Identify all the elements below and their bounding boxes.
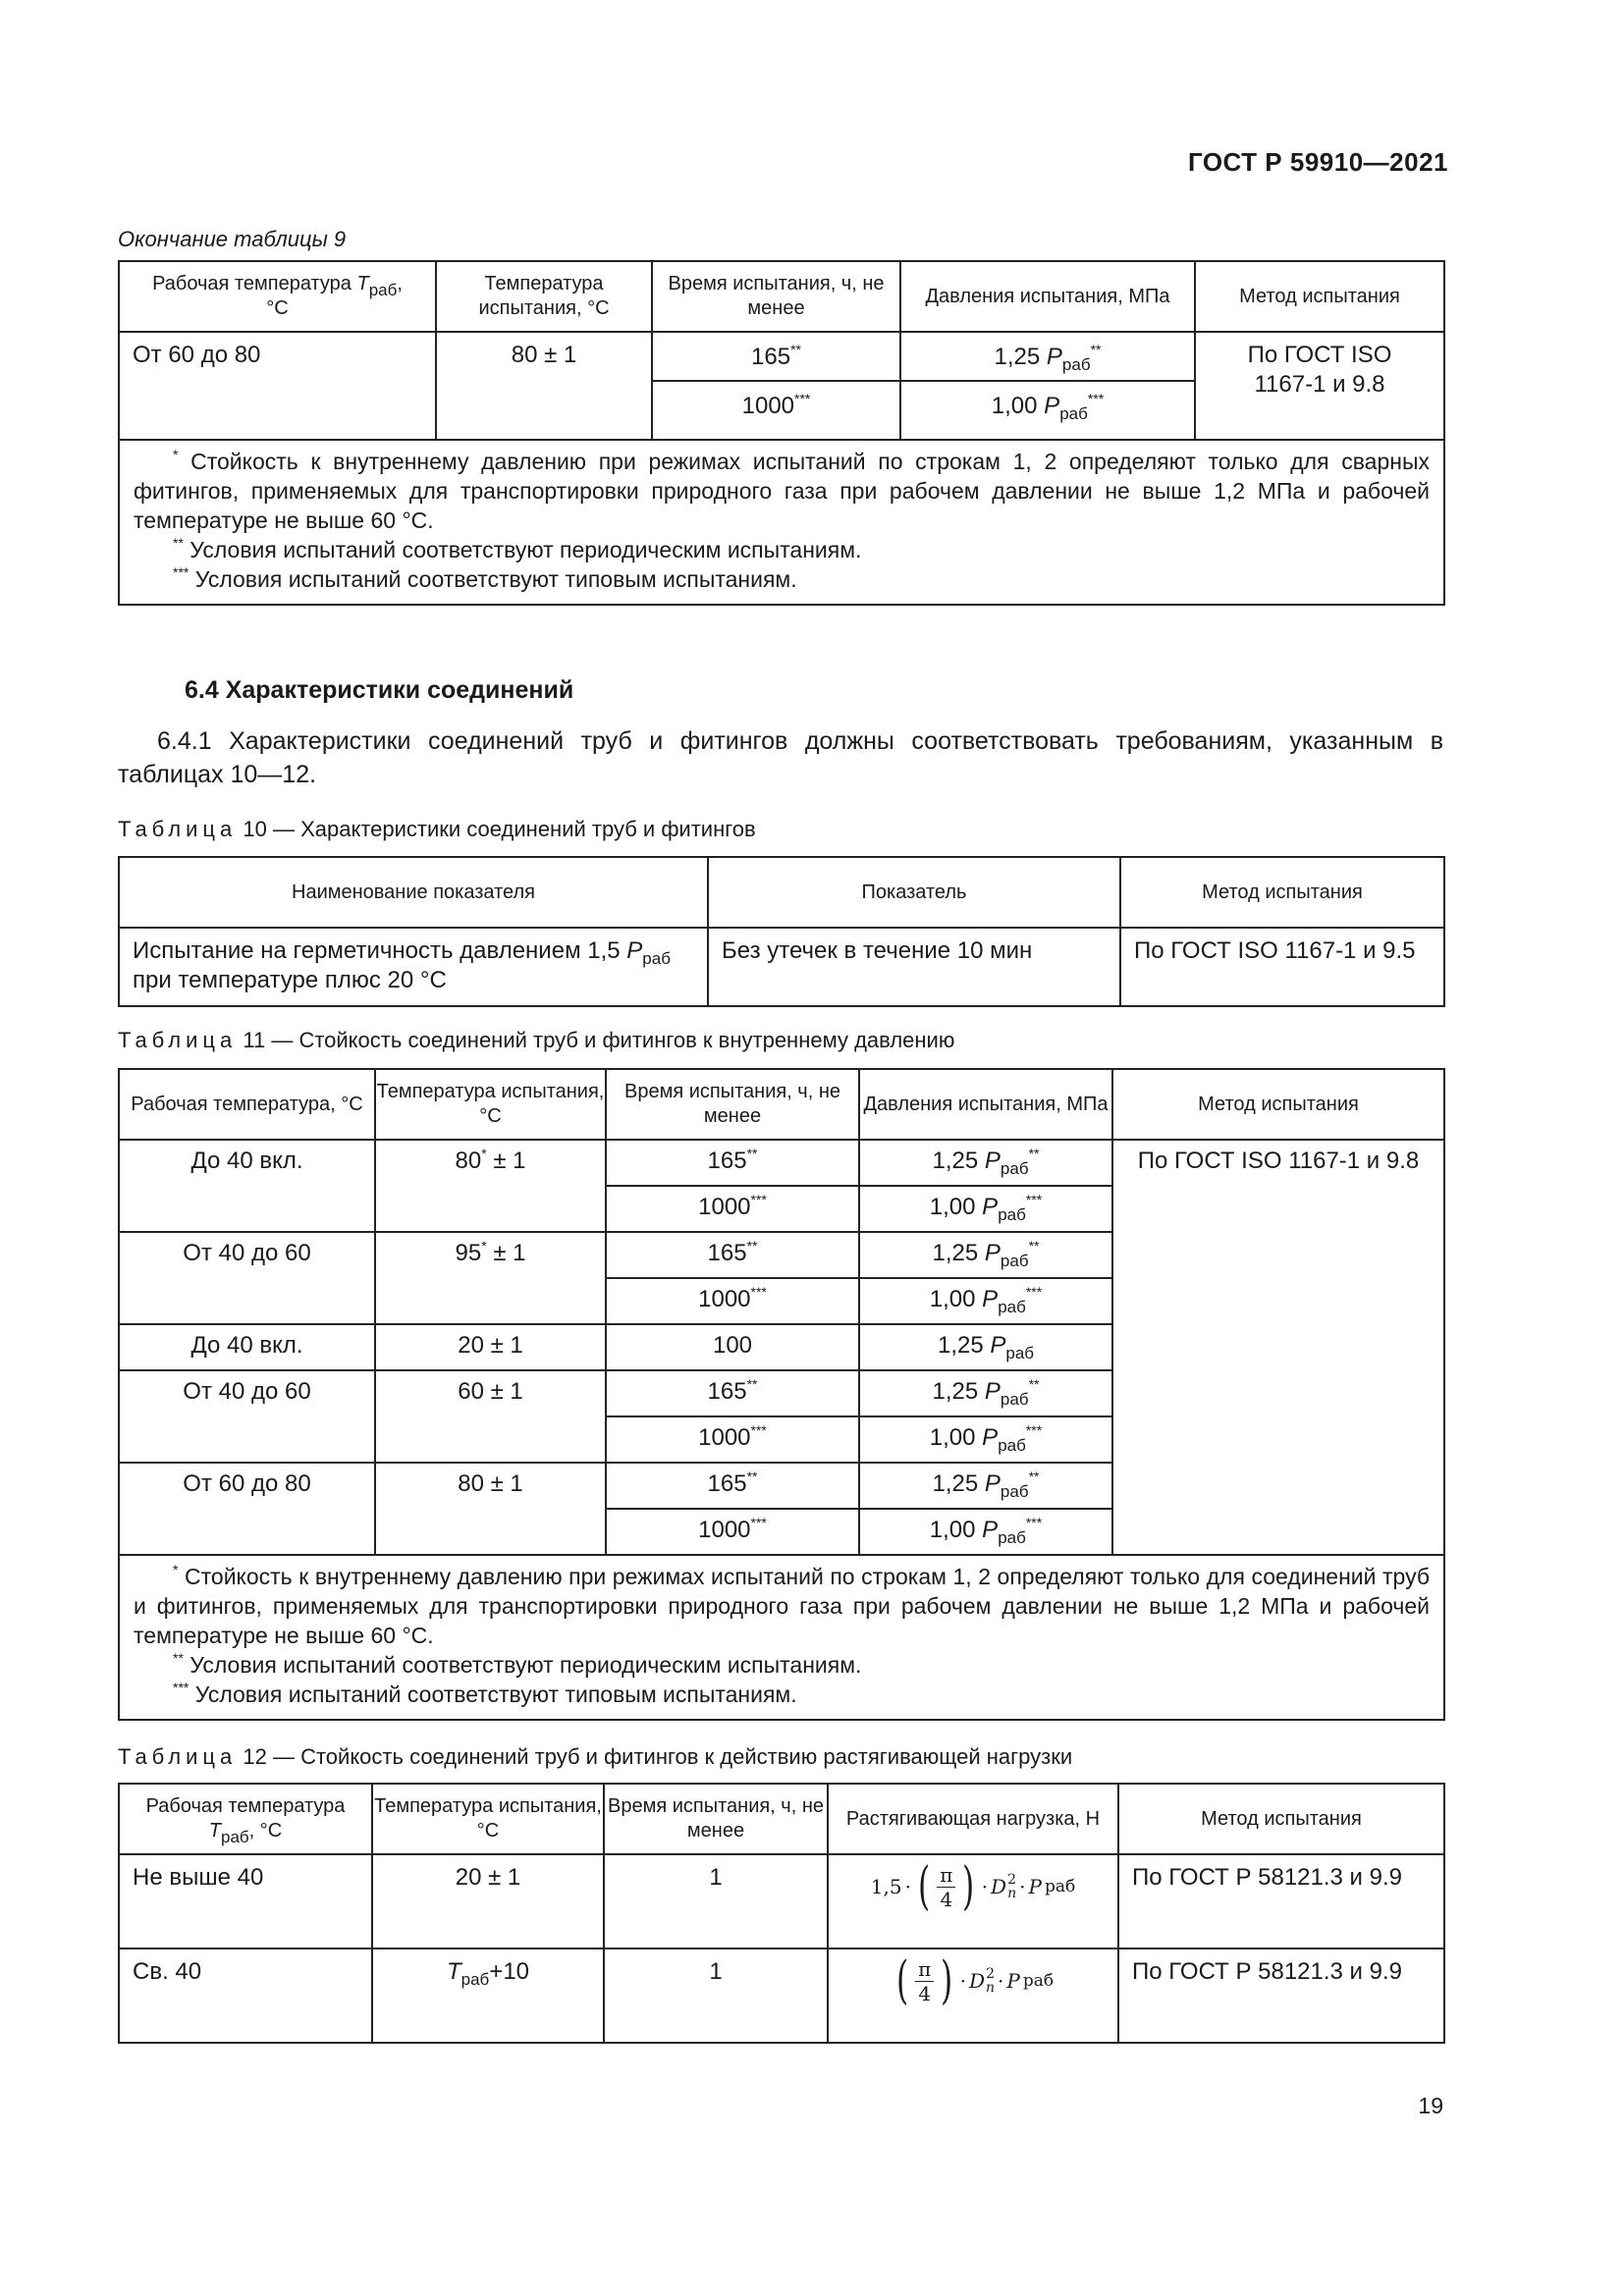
table9	[118, 260, 1445, 606]
standard-header: ГОСТ Р 59910—2021	[1187, 147, 1448, 177]
table9-note-3: *** Условия испытаний соответствуют типовым испытаниям.	[173, 564, 797, 592]
table9-header-test-time: Время испытания, ч, не менее	[652, 261, 900, 332]
table11-test-time: 165**	[606, 1370, 859, 1416]
table9-note-2: ** Условия испытаний соответствуют периодическим испытаниям.	[173, 535, 862, 562]
table11-work-temp: До 40 вкл.	[119, 1140, 375, 1232]
page-number: 19	[1418, 2093, 1443, 2118]
table9-notes	[119, 440, 1444, 605]
table12-header-test-time: Время испытания, ч, не менее	[604, 1784, 828, 1854]
table12-method: По ГОСТ Р 58121.3 и 9.9	[1118, 1949, 1444, 2043]
table11-test-time: 165**	[606, 1140, 859, 1186]
table11-pressure: 1,00 $P_{раб}^{***}$	[859, 1186, 1112, 1232]
table10-header-name: Наименование показателя	[119, 857, 708, 928]
table11-test-time: 1000***	[606, 1186, 859, 1232]
table9-continuation-caption: Окончание таблицы 9	[118, 227, 347, 251]
table12-temp: Св. 40	[119, 1949, 372, 2043]
table10-value: Без утечек в течение 10 мин	[708, 928, 1120, 1006]
table9-pressure: 1,00 $P_{раб}^{***}$	[991, 391, 1105, 423]
table11-method: По ГОСТ ISO 1167-1 и 9.8	[1112, 1140, 1444, 1555]
table12-method: По ГОСТ Р 58121.3 и 9.9	[1118, 1854, 1444, 1949]
table11-note-2: ** Условия испытаний соответствуют периодическим испытаниям.	[173, 1650, 862, 1678]
table9-time: 165**	[653, 333, 899, 382]
table11-header-test-temp: Температура испытания, °С	[375, 1069, 606, 1140]
document-page	[118, 0, 1448, 2296]
table12-time: 1	[604, 1854, 828, 1949]
table9-method: По ГОСТ ISO 1167-1 и 9.8	[1195, 332, 1444, 440]
table11-work-temp: От 60 до 80	[119, 1463, 375, 1555]
table9-header-pressure: Давления испытания, МПа	[900, 261, 1195, 332]
section-paragraph: 6.4.1 Характеристики соединений труб и фитингов должны соответствовать требованиям, указанным в таблицах 10—12.	[118, 727, 1443, 788]
table11-header-method: Метод испытания	[1112, 1069, 1444, 1140]
table11-test-temp: 80* ± 1	[375, 1140, 606, 1232]
table11-pressure: 1,00 $P_{раб}^{***}$	[859, 1416, 1112, 1463]
table12-load-formula	[828, 1854, 1118, 1949]
table10	[118, 856, 1445, 1007]
table11-notes	[119, 1555, 1444, 1720]
table11-work-temp: От 40 до 60	[119, 1370, 375, 1463]
table9-pressures	[900, 332, 1195, 440]
table12-header-test-temp: Температура испытания, °С	[372, 1784, 604, 1854]
table12	[118, 1783, 1445, 2044]
table11-test-temp: 60 ± 1	[375, 1370, 606, 1463]
table11-work-temp: До 40 вкл.	[119, 1324, 375, 1370]
table11-note-1: * Стойкость к внутреннему давлению при режимах испытаний по строкам 1, 2 определяют только для соединений труб и фитингов, применяемых для транспортировки природного газа при рабочем давлении не выше 1,2 МПа и рабочей температуре не выше 60 °С.	[134, 1562, 1431, 1648]
table11-test-temp: 95* ± 1	[375, 1232, 606, 1324]
table11-pressure: 1,25 $P_{раб}^{**}$	[859, 1232, 1112, 1278]
table12-time: 1	[604, 1949, 828, 2043]
table11-pressure: 1,25 $P_{раб}^{**}$	[859, 1370, 1112, 1416]
load-formula-1: 1,5 · ( $\frac{\pi}{4}$ ) · D 2 n · P раб	[870, 1857, 1076, 1916]
table10-header-method: Метод испытания	[1120, 857, 1444, 928]
table11-header-work-temp: Рабочая температура, °С	[119, 1069, 375, 1140]
table11-test-time: 165**	[606, 1232, 859, 1278]
table12-header-load: Растягивающая нагрузка, Н	[828, 1784, 1118, 1854]
table11-header-test-time: Время испытания, ч, не менее	[606, 1069, 859, 1140]
table11-test-time: 165**	[606, 1463, 859, 1509]
table9-header-test-temp: Температура испытания, °С	[436, 261, 652, 332]
table9-header-work-temp: Рабочая температура $T_{раб}$, °C	[119, 261, 436, 332]
table11-note-3: *** Условия испытаний соответствуют типовым испытаниям.	[173, 1680, 797, 1707]
table11-test-time: 100	[606, 1324, 859, 1370]
table9-time: 1000***	[741, 391, 811, 419]
table12-test-temp: 20 ± 1	[372, 1854, 604, 1949]
table10-name: Испытание на герметичность давлением 1,5 $P_{раб}$ при температуре плюс 20 °С	[119, 928, 708, 1006]
table9-note-1: * Стойкость к внутреннему давлению при режимах испытаний по строкам 1, 2 определяют только для сварных фитингов, применяемых для транспортировки природного газа при рабочем давлении не выше 1,2 МПа и рабочей температуре не выше 60 °С.	[134, 447, 1430, 533]
table11-pressure: 1,00 $P_{раб}^{***}$	[859, 1509, 1112, 1555]
table12-temp: Не выше 40	[119, 1854, 372, 1949]
table11-test-time: 1000***	[606, 1278, 859, 1324]
table9-temp-range: От 60 до 80	[119, 332, 436, 440]
table12-load-formula	[828, 1949, 1118, 2043]
table11-pressure: 1,25 $P_{раб}^{**}$	[859, 1463, 1112, 1509]
table11-caption: Таблица 11 — Стойкость соединений труб и фитингов к внутреннему давлению	[118, 1028, 955, 1052]
table11-test-time: 1000***	[606, 1416, 859, 1463]
table12-header-method: Метод испытания	[1118, 1784, 1444, 1854]
table11-header-pressure: Давления испытания, МПа	[859, 1069, 1112, 1140]
table11-pressure: 1,25 $P_{раб}^{**}$	[859, 1140, 1112, 1186]
table11-pressure: 1,25 $P_{раб}$	[859, 1324, 1112, 1370]
table9-test-temp: 80 ± 1	[436, 332, 652, 440]
section-heading: 6.4 Характеристики соединений	[185, 676, 574, 704]
table11-work-temp: От 40 до 60	[119, 1232, 375, 1324]
table12-header-work-temp: Рабочая температура $T_{раб}$, °С	[119, 1784, 372, 1854]
table10-caption: Таблица 10 — Характеристики соединений труб и фитингов	[118, 817, 756, 841]
table11	[118, 1068, 1445, 1721]
table12-test-temp: $T_{раб}+10$	[372, 1949, 604, 2043]
table10-header-value: Показатель	[708, 857, 1120, 928]
table11-test-temp: 20 ± 1	[375, 1324, 606, 1370]
table10-method: По ГОСТ ISO 1167-1 и 9.5	[1120, 928, 1444, 1006]
table9-times	[652, 332, 900, 440]
table11-row	[119, 1140, 1444, 1186]
table12-caption: Таблица 12 — Стойкость соединений труб и фитингов к действию растягивающей нагрузки	[118, 1744, 1073, 1769]
table11-pressure: 1,00 $P_{раб}^{***}$	[859, 1278, 1112, 1324]
table11-test-time: 1000***	[606, 1509, 859, 1555]
table9-header-method: Метод испытания	[1195, 261, 1444, 332]
load-formula-2: ( $\frac{\pi}{4}$ ) · D 2 n · P раб	[895, 1951, 1055, 2010]
table9-pressure: 1,25 $P_{раб}^{**}$	[901, 333, 1194, 382]
table11-test-temp: 80 ± 1	[375, 1463, 606, 1555]
